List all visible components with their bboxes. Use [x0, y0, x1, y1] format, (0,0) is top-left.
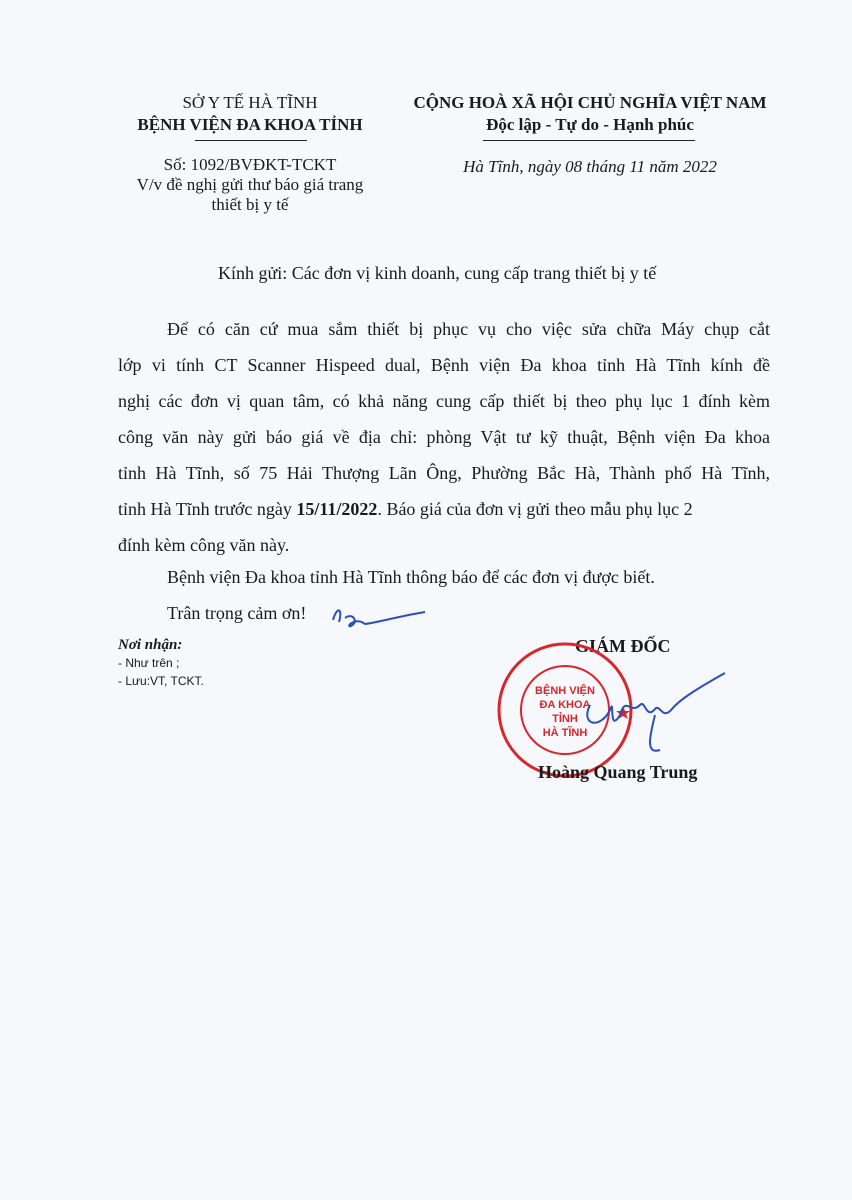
recipients-block: [118, 637, 204, 690]
signer-name: Hoàng Quang Trung: [538, 762, 698, 782]
signer-position: GIÁM ĐỐC: [575, 636, 671, 656]
document-date: Hà Tĩnh, ngày 08 tháng 11 năm 2022: [463, 157, 717, 176]
subject-line: V/v đề nghị gửi thư báo giá trang: [136, 175, 364, 194]
deadline-date: 15/11/2022: [296, 499, 378, 519]
body-line: nghị các đơn vị quan tâm, có khả năng cung cấp thiết bị theo phụ lục 1 đính kèm: [118, 391, 770, 411]
director-signature: [560, 665, 730, 765]
subject-line: thiết bị y tế: [211, 195, 289, 214]
body-line: [118, 499, 693, 520]
body-line: công văn này gửi báo giá về địa chỉ: phòng Vật tư kỹ thuật, Bệnh viện Đa khoa: [118, 427, 770, 447]
body-text: tỉnh Hà Tĩnh trước ngày: [118, 499, 297, 519]
body-line: lớp vi tính CT Scanner Hispeed dual, Bệnh viện Đa khoa tỉnh Hà Tĩnh kính đề: [118, 355, 770, 375]
header-right: [380, 92, 800, 136]
closing-line: Trân trọng cảm ơn!: [167, 603, 307, 623]
body-line: đính kèm công văn này.: [118, 535, 290, 555]
document-reference: [105, 155, 395, 215]
document-number: Số: 1092/BVĐKT-TCKT: [163, 155, 337, 174]
initial-signature: [325, 598, 430, 638]
recipient-line: Kính gửi: Các đơn vị kinh doanh, cung cấp trang thiết bị y tế: [218, 263, 657, 283]
header-left: [105, 92, 395, 136]
svg-text:BỆNH VIỆN: BỆNH VIỆN: [535, 685, 595, 697]
agency-name: SỞ Y TẾ HÀ TĨNH: [182, 93, 318, 112]
motto: Độc lập - Tự do - Hạnh phúc: [486, 115, 694, 134]
recipient-item: - Như trên ;: [118, 656, 180, 670]
body-text: . Báo giá của đơn vị gửi theo mẫu phụ lục 2: [377, 499, 693, 519]
svg-text:HÀ TĨNH: HÀ TĨNH: [542, 727, 588, 739]
divider: [483, 140, 695, 141]
body-line: Để có căn cứ mua sắm thiết bị phục vụ cho việc sửa chữa Máy chụp cắt: [167, 319, 770, 339]
svg-text:ĐA KHOA: ĐA KHOA: [539, 699, 591, 711]
hospital-name: BỆNH VIỆN ĐA KHOA TỈNH: [137, 115, 363, 134]
nation-title: CỘNG HOÀ XÃ HỘI CHỦ NGHĨA VIỆT NAM: [413, 93, 767, 112]
svg-text:TỈNH: TỈNH: [552, 713, 578, 725]
recipient-item: - Lưu:VT, TCKT.: [118, 674, 204, 688]
divider: [195, 140, 307, 141]
body-paragraph: Bệnh viện Đa khoa tỉnh Hà Tĩnh thông báo để các đơn vị được biết.: [167, 567, 655, 587]
body-line: tỉnh Hà Tĩnh, số 75 Hải Thượng Lãn Ông, Phường Bắc Hà, Thành phố Hà Tĩnh,: [118, 463, 770, 483]
recipients-title: Nơi nhận:: [118, 637, 183, 653]
